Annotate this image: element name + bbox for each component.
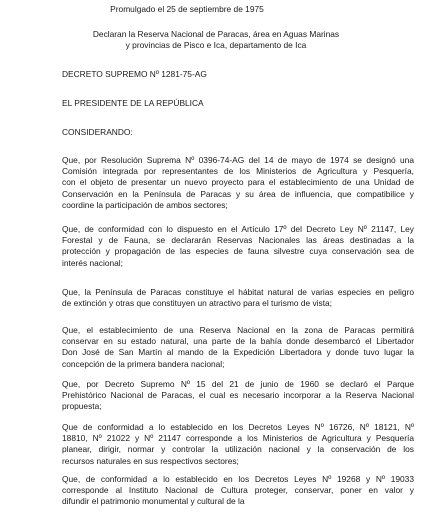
paragraph	[62, 474, 414, 508]
paragraph-line: Que de conformidad a lo establecido en los Decretos Leyes Nº 16726, Nº 18121, Nº	[62, 422, 414, 432]
paragraph-line: difundir el patrimonio monumental y cultural de la	[62, 496, 245, 507]
paragraph-line: de extinción y otras que constituyen un atractivo para el turismo de vista;	[62, 298, 333, 309]
paragraph-line: planear, dirigir, normar y controlar la utilización nacional y la conservación de los	[62, 444, 414, 455]
subtitle-line: y provincias de Pisco e Ica, departamento de Ica	[125, 40, 307, 50]
paragraph	[62, 287, 414, 309]
paragraph-line: con el objeto de presentar un nuevo proyecto para el establecimiento de una Unidad de	[62, 177, 414, 188]
paragraph-line: Que, el establecimiento de una Reserva Nacional en la zona de Paracas permitirá	[62, 325, 414, 335]
paragraph	[62, 325, 414, 370]
subtitle-line: Declaran la Reserva Nacional de Paracas, área en Aguas Marinas	[92, 29, 340, 39]
paragraph	[62, 155, 414, 211]
considering-heading: CONSIDERANDO:	[62, 127, 133, 137]
paragraph-line: concepción de la primera bandera nacional;	[62, 358, 225, 369]
decree-subtitle	[68, 29, 364, 51]
paragraph-line: protección y propagación de las especies de fauna silvestre cuya conservación sea de	[62, 246, 414, 257]
paragraph-line: propuesta;	[62, 401, 102, 412]
paragraph-line: conservar en su estado natural, una parte de la bahía donde desembarcó el Libertador	[62, 336, 414, 347]
president-heading: EL PRESIDENTE DE LA REPÚBLICA	[62, 98, 204, 108]
paragraph-line: Que, de conformidad a lo establecido en los Decretos Leyes Nº 19268 y Nº 19033	[62, 474, 414, 484]
paragraph-line: Comisión integrada por representantes de los Ministerios de Agricultura y Pesquería,	[62, 166, 414, 177]
paragraph-line: Conservación en la Península de Paracas y su área de influencia, que compatibilice y	[62, 188, 414, 199]
paragraph-line: corresponde al Instituto Nacional de Cultura proteger, conservar, poner en valor y	[62, 485, 414, 496]
paragraph-line: Prehistórico Nacional de Paracas, el cual es necesario incorporar a la Reserva Nacional	[62, 390, 414, 401]
paragraph-line: interés nacional;	[62, 257, 123, 268]
decree-number: DECRETO SUPREMO Nº 1281-75-AG	[62, 69, 207, 79]
paragraph-line: Don José de San Martín al mando de la Expedición Libertadora y donde tuvo lugar la	[62, 347, 414, 358]
paragraph-line: Que, la Península de Paracas constituye el hábitat natural de varias especies en peligro	[62, 287, 414, 297]
paragraph-line: Que, de conformidad con lo dispuesto en el Artículo 17º del Decreto Ley Nº 21147, Ley	[62, 224, 414, 234]
paragraph-line: Forestal y de Fauna, se declararán Reservas Nacionales las áreas destinadas a la	[62, 235, 414, 246]
paragraph	[62, 379, 414, 413]
paragraph-line: recursos naturales en sus respectivos sectores;	[62, 455, 239, 466]
promulgation-date: Promulgado el 25 de septiembre de 1975	[110, 4, 264, 14]
paragraph	[62, 422, 414, 467]
paragraph-line: coordine la participación de ambos sectores;	[62, 199, 228, 210]
paragraph	[62, 224, 414, 269]
paragraph-line: 18810, Nº 21022 y Nº 21147 corresponde a los Ministerios de Agricultura y Pesquería	[62, 433, 414, 444]
paragraph-line: Que, por Resolución Suprema Nº 0396-74-AG del 14 de mayo de 1974 se designó una	[62, 155, 414, 165]
paragraph-line: Que, por Decreto Supremo Nº 15 del 21 de junio de 1960 se declaró el Parque	[62, 379, 414, 389]
